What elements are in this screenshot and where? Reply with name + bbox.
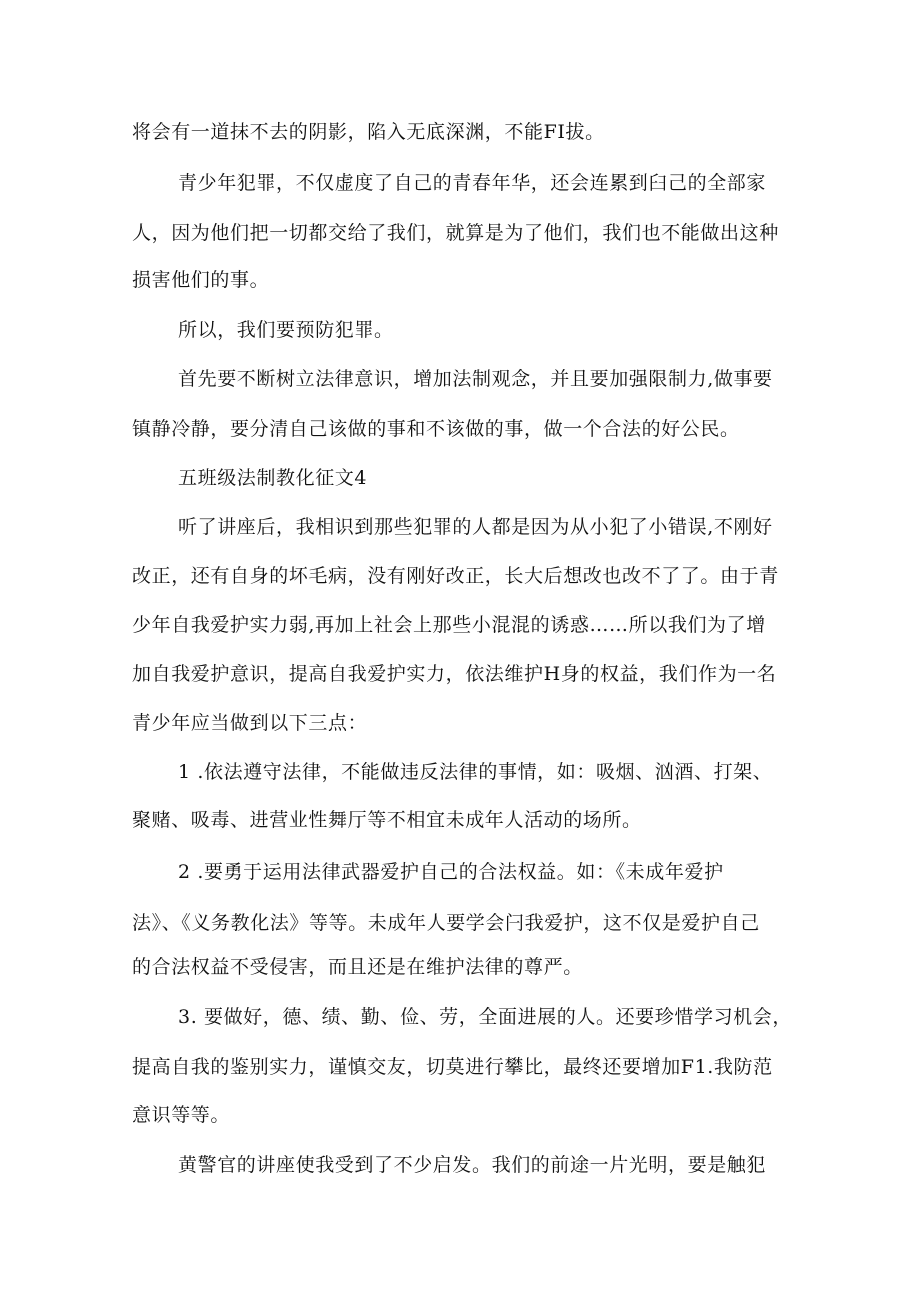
body-text-line: 人，因为他们把一切都交给了我们，就算是为了他们，我们也不能做出这种 [132, 222, 779, 244]
paragraph-first-line: 听了讲座后，我相识到那些犯罪的人都是因为从小犯了小错误,不刚好 [178, 516, 773, 538]
body-text-line: 提高自我的鉴别实力，谨慎交友，切莫进行攀比，最终还要增加F1.我防范 [132, 1056, 773, 1078]
paragraph-first-line: 青少年犯罪，不仅虚度了自己的青春年华，还会连累到臼己的全部家 [178, 172, 767, 194]
body-text-line: 法》、《义务教化法》等等。未成年人要学会闩我爱护，这不仅是爱护自己 [132, 912, 760, 934]
body-text-line: 少年自我爱护实力弱,再加上社会上那些小混混的诱惑……所以我们为了增 [132, 614, 766, 636]
body-text-line: 镇静冷静，要分清自己该做的事和不该做的事，做一个合法的好公民。 [132, 418, 740, 440]
body-text-line: 将会有一道抹不去的阴影，陷入无底深渊，不能FI拔。 [132, 121, 605, 143]
list-item-first-line: 1 .依法遵守法律，不能做违反法律的事情，如：吸烟、汹酒、打架、 [178, 761, 773, 783]
list-item-first-line: 3. 要做好，德、绩、勤、俭、劳，全面进展的人。还要珍惜学习机会， [178, 1006, 792, 1028]
paragraph-first-line: 黄警官的讲座使我受到了不少启发。我们的前途一片光明，要是触犯 [178, 1154, 767, 1176]
body-text-line: 意识等等。 [132, 1104, 231, 1126]
body-text-line: 青少年应当做到以下三点： [132, 712, 368, 734]
paragraph-first-line: 所以，我们要预防犯罪。 [178, 319, 394, 341]
section-heading: 五班级法制教化征文4 [178, 467, 368, 489]
list-item-first-line: 2 .要勇于运用法律武器爱护自己的合法权益。如：《未成年爱护 [178, 861, 724, 883]
body-text-line: 损害他们的事。 [132, 269, 270, 291]
body-text-line: 加自我爱护意识，提高自我爱护实力，依法维护H身的权益，我们作为一名 [132, 663, 777, 685]
body-text-line: 改正，还有自身的坏毛病，没有刚好改正，长大后想改也改不了了。由于青 [132, 565, 779, 587]
paragraph-first-line: 首先要不断树立法律意识，增加法制观念，并且要加强限制力,做事要 [178, 368, 773, 390]
body-text-line: 的合法权益不受侵害，而且还是在维护法律的尊严。 [132, 956, 583, 978]
body-text-line: 聚赌、吸毒、进营业性舞厅等不相宜未成年人活动的场所。 [132, 809, 642, 831]
